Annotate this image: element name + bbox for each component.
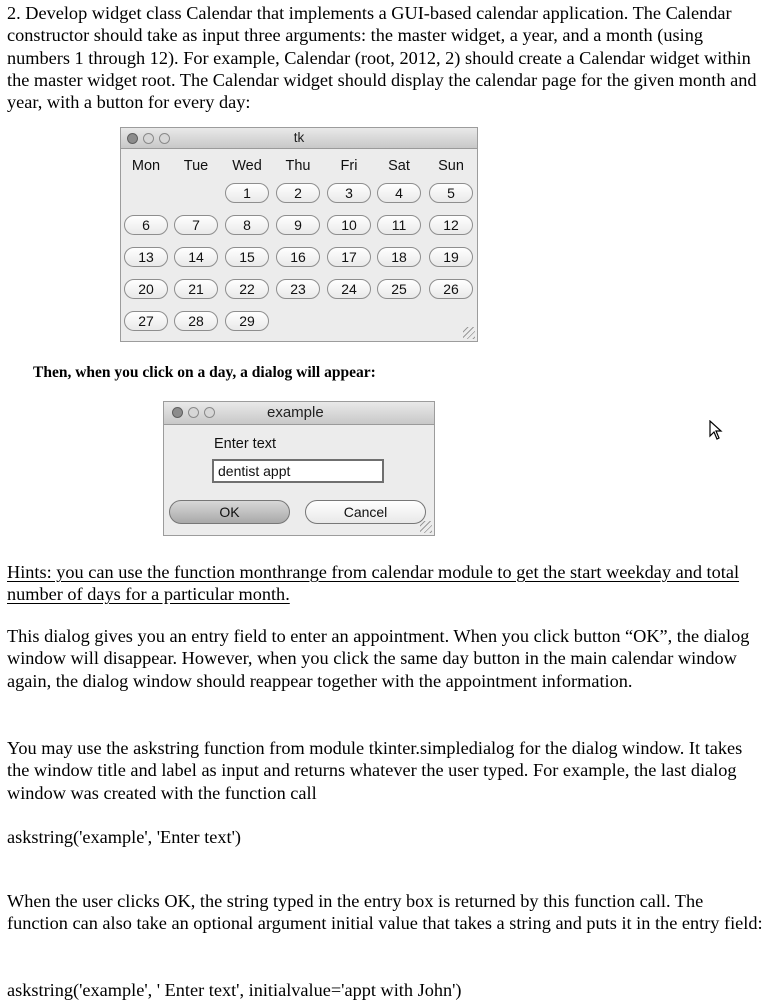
calendar-window [120, 127, 478, 342]
day-button[interactable]: 10 [327, 215, 371, 235]
cancel-button[interactable]: Cancel [305, 500, 426, 524]
dialog-entry-field[interactable]: dentist appt [212, 459, 384, 483]
dialog-resize-grip-icon[interactable] [420, 521, 432, 533]
day-button[interactable]: 13 [124, 247, 168, 267]
weekday-header: Thu [285, 158, 311, 174]
day-button[interactable]: 20 [124, 279, 168, 299]
day-button[interactable]: 26 [429, 279, 473, 299]
day-button[interactable]: 1 [225, 183, 269, 203]
day-button[interactable]: 19 [429, 247, 473, 267]
day-button[interactable]: 12 [429, 215, 473, 235]
code-example-2: askstring('example', ' Enter text', initialvalue='appt with John') [7, 980, 462, 1000]
dialog-close-button-icon[interactable] [172, 407, 183, 418]
day-button[interactable]: 11 [377, 215, 421, 235]
day-button[interactable]: 21 [174, 279, 218, 299]
day-button[interactable]: 24 [327, 279, 371, 299]
day-button[interactable]: 23 [276, 279, 320, 299]
ok-return-paragraph: When the user clicks OK, the string typed in the entry box is returned by this function call. The function can also take an optional argument initial value that takes a string and puts it in the entry field: [7, 891, 763, 934]
day-button[interactable]: 16 [276, 247, 320, 267]
day-button[interactable]: 29 [225, 311, 269, 331]
day-button[interactable]: 22 [225, 279, 269, 299]
dialog-label: Enter text [214, 436, 277, 452]
day-button[interactable]: 8 [225, 215, 269, 235]
day-button[interactable]: 5 [429, 183, 473, 203]
day-button[interactable]: 27 [124, 311, 168, 331]
weekday-header: Wed [232, 158, 262, 174]
dialog-zoom-button-icon[interactable] [204, 407, 215, 418]
resize-grip-icon[interactable] [463, 327, 475, 339]
hint-paragraph: Hints: you can use the function monthrange from calendar module to get the start weekday and total number of days for a particular month. [7, 562, 740, 605]
dialog-caption: Then, when you click on a day, a dialog will appear: [33, 364, 376, 381]
day-button[interactable]: 7 [174, 215, 218, 235]
weekday-header: Sun [438, 158, 464, 174]
intro-paragraph: 2. Develop widget class Calendar that implements a GUI-based calendar application. The Calendar constructor should take as input three arguments: the master widget, a year, and a month (using numbers 1 through 12). For example, Calendar (root, 2012, 2) should create a Calendar widget within the master widget root. The Calendar widget should display the calendar page for the given month and year, with a button for every day: [7, 3, 757, 113]
askstring-paragraph: You may use the askstring function from module tkinter.simpledialog for the dialog window. It takes the window title and label as input and returns whatever the user typed. For example, the last dialog window was created with the function call [7, 738, 743, 803]
dialog-titlebar [164, 402, 434, 425]
dialog-minimize-button-icon[interactable] [188, 407, 199, 418]
day-button[interactable]: 28 [174, 311, 218, 331]
dialog-description-paragraph: This dialog gives you an entry field to enter an appointment. When you click button “OK”, the dialog window will disappear. However, when you click the same day button in the main calendar window again, the dialog window should reappear together with the appointment information. [7, 626, 750, 691]
day-button[interactable]: 9 [276, 215, 320, 235]
code-example-1: askstring('example', 'Enter text') [7, 827, 241, 847]
weekday-header: Sat [388, 158, 410, 174]
day-button[interactable]: 6 [124, 215, 168, 235]
day-button[interactable]: 4 [377, 183, 421, 203]
calendar-window-title: tk [293, 130, 305, 145]
day-button[interactable]: 2 [276, 183, 320, 203]
day-button[interactable]: 17 [327, 247, 371, 267]
mouse-pointer-icon [709, 420, 723, 440]
dialog-title: example [267, 404, 324, 421]
day-button[interactable]: 14 [174, 247, 218, 267]
calendar-titlebar [121, 128, 477, 149]
day-button[interactable]: 15 [225, 247, 269, 267]
day-button[interactable]: 25 [377, 279, 421, 299]
weekday-header: Fri [340, 158, 358, 174]
day-button[interactable]: 3 [327, 183, 371, 203]
day-button[interactable]: 18 [377, 247, 421, 267]
ok-button[interactable]: OK [169, 500, 290, 524]
weekday-header: Tue [183, 158, 209, 174]
weekday-header: Mon [131, 158, 161, 174]
